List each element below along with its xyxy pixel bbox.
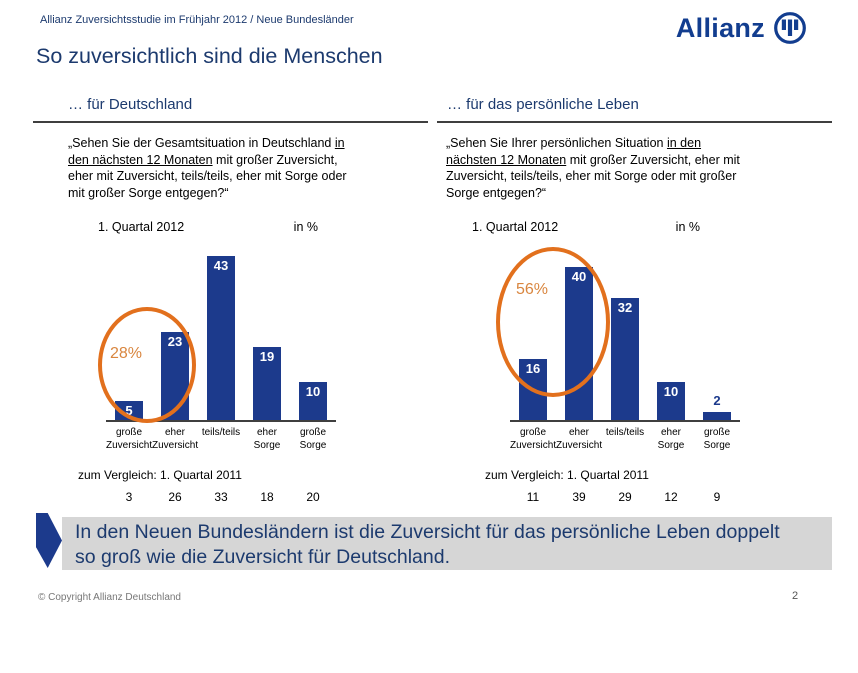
highlight-ellipse [496, 247, 610, 397]
category-label: große Sorge [299, 426, 327, 451]
bar-slot [290, 248, 336, 420]
comparison-value: 11 [526, 489, 540, 504]
bar-slot [198, 248, 244, 420]
comparison-values-row [106, 490, 336, 504]
takeaway-box [62, 517, 832, 570]
bar [611, 298, 639, 420]
highlight-percentage: 56% [516, 280, 549, 298]
panel-deutschland [33, 96, 428, 504]
comparison-value: 12 [664, 489, 678, 504]
unit-label: in % [293, 219, 318, 234]
period-label: 1. Quartal 2012 [472, 219, 559, 234]
bar [657, 382, 685, 420]
bar [703, 412, 731, 420]
page-number: 2 [792, 590, 799, 602]
bar [299, 382, 327, 420]
question-pre: „Sehen Sie Ihrer persönlichen Situation [446, 136, 667, 150]
comparison-label: zum Vergleich: 1. Quartal 2011 [485, 467, 649, 482]
question-underlined-phrase: in den nächsten 12 Monaten [446, 136, 702, 167]
comparison-value: 20 [306, 489, 320, 504]
category-label: große Sorge [703, 426, 731, 451]
bar [253, 347, 281, 420]
allianz-logo-text: Allianz [675, 12, 765, 43]
question-post: mit großer Zuversicht, eher mit Zuversicht, teils/teils, eher mit Sorge oder mit großer Sorge entgegen?“ [446, 152, 740, 200]
bar-slot [244, 248, 290, 420]
bar-chart [106, 248, 336, 422]
takeaway-text: In den Neuen Bundesländern ist die Zuversicht für das persönliche Leben doppelt so groß wie die Zuversicht für Deutschland. [75, 521, 780, 568]
comparison-value: 39 [572, 489, 586, 504]
category-label: große Zuversicht [106, 426, 153, 451]
comparison-label: zum Vergleich: 1. Quartal 2011 [78, 467, 242, 482]
chart-meta-row [437, 220, 832, 234]
bar-value-label: 5 [125, 402, 133, 418]
panel-persoenliches-leben [437, 96, 832, 504]
takeaway-arrow-icon [36, 513, 62, 568]
category-row [510, 422, 740, 452]
question-underlined-phrase: in den nächsten 12 Monaten [68, 136, 345, 167]
bar-value-label: 23 [167, 333, 183, 349]
unit-label: in % [675, 219, 700, 234]
eyebrow-text: Allianz Zuversichtsstudie im Frühjahr 2012 / Neue Bundesländer [40, 14, 354, 26]
category-label: eher Sorge [253, 426, 281, 451]
category-label: eher Zuversicht [152, 426, 199, 451]
chart-meta-row [33, 220, 428, 234]
category-row [106, 422, 336, 452]
comparison-value: 3 [125, 489, 133, 504]
question-pre: „Sehen Sie der Gesamtsituation in Deutschland [68, 136, 335, 150]
bar-slot [648, 248, 694, 420]
comparison-value: 9 [713, 489, 721, 504]
category-label: teils/teils [201, 426, 241, 438]
period-label: 1. Quartal 2012 [98, 219, 185, 234]
bar-value-label: 16 [525, 360, 541, 376]
comparison-value: 26 [168, 489, 182, 504]
category-label: eher Zuversicht [556, 426, 603, 451]
question-text [446, 135, 742, 202]
allianz-logo [676, 10, 808, 46]
bar-value-label: 10 [663, 383, 679, 399]
category-label: teils/teils [605, 426, 645, 438]
comparison-value: 29 [618, 489, 632, 504]
comparison-values-row [510, 490, 740, 504]
bar-value-label: 19 [259, 348, 275, 364]
question-text [68, 135, 360, 202]
copyright-text: © Copyright Allianz Deutschland [38, 592, 181, 603]
bar-chart [510, 248, 740, 422]
comparison-value: 18 [260, 489, 274, 504]
column-header: … für Deutschland [33, 96, 428, 123]
bar [207, 256, 235, 420]
column-header: … für das persönliche Leben [437, 96, 832, 123]
bar-value-label: 43 [213, 257, 229, 273]
bar-value-label: 40 [571, 268, 587, 284]
highlight-percentage: 28% [110, 344, 143, 362]
bar-value-label: 10 [305, 383, 321, 399]
category-label: große Zuversicht [510, 426, 557, 451]
page-title: So zuversichtlich sind die Menschen [36, 44, 383, 68]
comparison-value: 33 [214, 489, 228, 504]
highlight-ellipse [98, 307, 196, 423]
bar-value-label: 32 [617, 299, 633, 315]
category-label: eher Sorge [657, 426, 685, 451]
allianz-emblem-icon [772, 10, 808, 46]
bar-slot [694, 248, 740, 420]
question-post: mit großer Zuversicht, eher mit Zuversicht, teils/teils, eher mit Sorge oder mit großer Sorge entgegen?“ [68, 152, 347, 200]
bar-value-label: 2 [713, 392, 721, 408]
